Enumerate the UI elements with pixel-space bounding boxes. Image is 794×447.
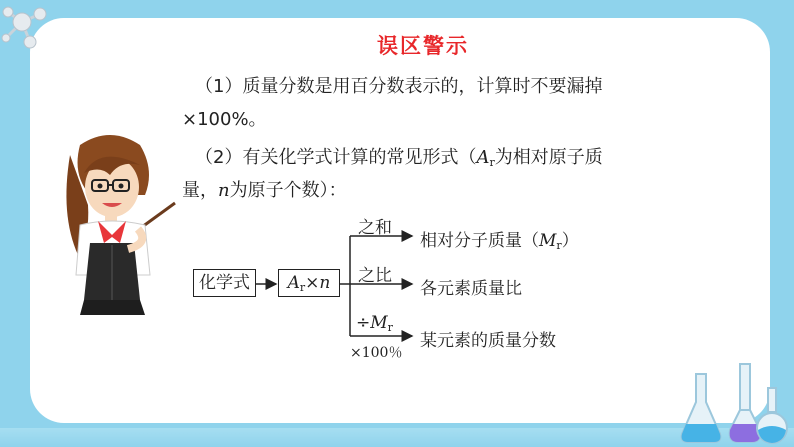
paragraph2-var-a: A xyxy=(476,147,490,168)
branch-top-sub-r: r xyxy=(556,239,562,252)
branch-top-result-b: ） xyxy=(561,231,579,251)
branch-bottom-div: ÷ xyxy=(356,313,371,333)
branch-top-result-a: 相对分子质量（ xyxy=(420,231,539,251)
paragraph2-var-n: n xyxy=(218,180,230,201)
paragraph2-line2-b: 为原子个数）： xyxy=(229,180,347,201)
branch-mid-result: 各元素质量比 xyxy=(420,279,522,299)
paragraph2-sub-r: r xyxy=(489,156,495,169)
branch-bottom-label xyxy=(356,313,393,334)
branch-top-label: 之和 xyxy=(358,218,392,238)
paragraph1-line2: ×100%。 xyxy=(182,109,267,130)
branch-bottom-below: ×100％ xyxy=(350,345,403,361)
box-var-a: A xyxy=(287,273,300,293)
branch-top-var-m: M xyxy=(539,231,557,251)
box-var-n: n xyxy=(319,273,331,293)
paragraph2-line1-b: 为相对原子质 xyxy=(494,147,603,168)
branch-bottom-result: 某元素的质量分数 xyxy=(420,331,556,351)
flask-icons xyxy=(680,362,790,447)
branch-mid-label: 之比 xyxy=(358,266,392,286)
ar-times-n-box xyxy=(278,269,340,297)
page-title: 误区警示 xyxy=(377,34,469,58)
box-times: × xyxy=(305,273,320,293)
paragraph2-line1-a: （2）有关化学式计算的常见形式（ xyxy=(195,147,477,168)
branch-bottom-sub-r: r xyxy=(387,321,393,334)
paragraph2-line2-a: 量， xyxy=(182,180,218,201)
formula-box: 化学式 xyxy=(193,269,256,297)
branch-bottom-var-m: M xyxy=(370,313,388,333)
branch-top-result xyxy=(420,226,579,252)
paragraph1-line1: （1）质量分数是用百分数表示的，计算时不要漏掉 xyxy=(195,76,603,97)
box-sub-r: r xyxy=(299,281,306,294)
